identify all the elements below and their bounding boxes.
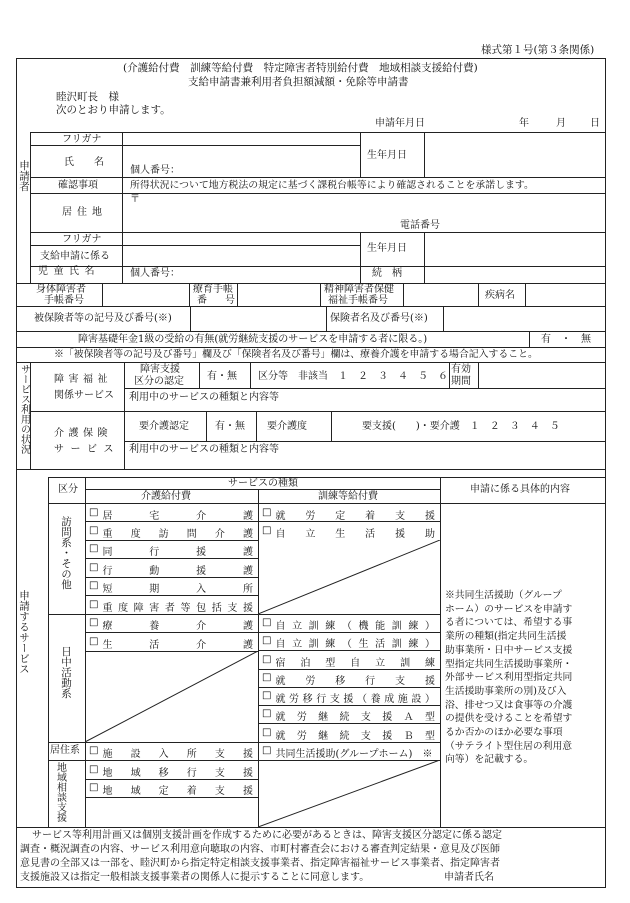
applicant-name-label: 氏 名 <box>64 157 104 168</box>
details-header: 申請に係る具体的内容 <box>470 484 570 495</box>
child-label-line1: 支給申請に係る <box>40 251 110 262</box>
confirm-text: 所得状況について地方税法の規定に基づく課税台帳等により確認されることを承諾します。 <box>130 180 534 191</box>
checkbox-icon[interactable]: □ <box>262 654 272 665</box>
checkbox-icon[interactable]: □ <box>89 599 99 610</box>
checkbox-icon[interactable]: □ <box>89 745 99 756</box>
service-option[interactable] <box>89 617 253 632</box>
service-option[interactable] <box>262 727 435 742</box>
applicant-section-label: 申請者 <box>18 160 31 192</box>
ltc-label-2: サービス <box>54 444 120 455</box>
service-label: 自 立 訓 練 （ 生 活 訓 練 ） <box>275 639 435 650</box>
welfare-services-label-2: 関係サービス <box>54 390 114 401</box>
checkbox-icon[interactable]: □ <box>89 580 99 591</box>
checkbox-icon[interactable]: □ <box>89 562 99 573</box>
service-label: 就 労 継 続 支 援 Ｂ 型 <box>275 731 435 742</box>
service-option[interactable] <box>262 617 435 632</box>
group-home-note-line: 外部サービス利用型指定共同 <box>445 672 573 684</box>
service-option[interactable] <box>89 599 253 614</box>
service-label: 就 労 継 続 支 援 Ａ 型 <box>275 712 435 723</box>
care-cert-label: 要介護認定 <box>139 421 189 432</box>
support-class-options[interactable]: 区分等 非該当 １ ２ ３ ４ ５ ６ <box>258 371 448 382</box>
group-home-note-line: （サテライト型住居の利用意 <box>445 740 573 752</box>
checkbox-icon[interactable]: □ <box>262 672 272 683</box>
service-option[interactable] <box>89 745 253 760</box>
group-home-note-line: る者については、希望する事 <box>445 617 573 629</box>
service-option[interactable] <box>262 708 435 723</box>
service-label: 同 行 援 護 <box>102 547 253 558</box>
service-label: 居 宅 介 護 <box>102 511 253 522</box>
relation-label: 続 柄 <box>372 268 402 279</box>
date-month-label: 月 <box>556 118 566 129</box>
checkbox-icon[interactable]: □ <box>262 507 272 518</box>
insured-number-label: 被保険者等の記号及び番号(※) <box>34 313 172 324</box>
service-label: 就 労 定 着 支 援 <box>275 511 435 522</box>
service-label: 自 立 訓 練 （ 機 能 訓 練 ） <box>275 621 435 632</box>
service-label: 就 労 移 行 支 援 （ 養 成 施 設 ） <box>275 694 435 705</box>
service-option[interactable] <box>89 764 253 779</box>
service-option[interactable] <box>262 635 435 650</box>
service-label: 施 設 入 所 支 援 <box>102 749 253 760</box>
group-home-note-line: 助事業所・日中サービス支援 <box>445 644 573 656</box>
service-usage-section-label: サービス利用の状況 <box>18 364 30 454</box>
disease-label: 疾病名 <box>485 290 515 301</box>
service-option[interactable] <box>262 745 435 760</box>
signature-label: 申請者氏名 <box>444 872 494 883</box>
mental-notebook-label-1: 精神障害者保健 <box>324 284 394 295</box>
service-label: 地 域 移 行 支 援 <box>102 768 253 779</box>
service-label: 生 活 介 護 <box>102 640 253 651</box>
service-option[interactable] <box>262 525 435 540</box>
category-residence: 居住系 <box>50 745 80 756</box>
training-benefits-header: 訓練等給付費 <box>318 491 378 502</box>
mental-notebook-label-2: 福祉手帳番号 <box>328 295 388 306</box>
service-option[interactable] <box>89 782 253 797</box>
service-label: 短 期 入 所 <box>102 584 253 595</box>
group-home-note-line: ※共同生活援助（グループ <box>445 590 562 601</box>
checkbox-icon[interactable]: □ <box>262 635 272 646</box>
insurance-note: ※「被保険者等の記号及び番号」欄及び「保険者名及び番号」欄は、療養介護を申請する場合記入すること。 <box>54 349 538 360</box>
service-option[interactable] <box>262 672 435 687</box>
consent-line-3: 意見書の全部又は一部を、睦沢町から指定特定相談支援事業者、指定障害福祉サービス事業者、指定障害者 <box>20 858 500 869</box>
confirm-label: 確認事項 <box>58 180 98 191</box>
care-grade-options[interactable]: 要支援( )・要介護 １ ２ ３ ４ ５ <box>362 421 560 432</box>
category-header: 区分 <box>58 484 78 495</box>
address-label: 居住地 <box>62 207 107 218</box>
checkbox-icon[interactable]: □ <box>89 617 99 628</box>
service-option[interactable] <box>89 543 253 558</box>
category-day: 日中活動系 <box>60 646 73 699</box>
group-home-note-line: 向等）を記載する。 <box>445 754 534 766</box>
consent-line-4: 支援施設又は指定一般相談支援事業者の関係人に提示することに同意します。 <box>20 872 370 883</box>
child-birthdate-label: 生年月日 <box>367 243 407 254</box>
service-label: 療 養 介 護 <box>102 621 253 632</box>
checkbox-icon[interactable]: □ <box>89 636 99 647</box>
checkbox-icon[interactable]: □ <box>89 764 99 775</box>
addressee: 睦沢町長 様 <box>56 91 119 103</box>
service-option[interactable] <box>262 507 435 522</box>
care-level-label: 要介護度 <box>267 421 307 432</box>
checkbox-icon[interactable]: □ <box>262 690 272 701</box>
service-label: 重 度 訪 問 介 護 <box>102 529 253 540</box>
service-label: 共同生活援助(グループホーム) ※ <box>275 749 433 760</box>
insurer-label: 保険者名及び番号(※) <box>330 313 428 324</box>
child-furigana-label: フリガナ <box>62 234 102 245</box>
empty-cell-slash <box>258 540 440 614</box>
care-benefits-header: 介護給付費 <box>141 491 191 502</box>
postal-mark: 〒 <box>130 194 140 205</box>
service-label: 就 労 移 行 支 援 <box>275 676 435 687</box>
physical-notebook-label-2: 手帳番号 <box>44 295 84 306</box>
empty-cell-slash <box>258 760 440 827</box>
group-home-note-line: 生活援助事業所の別)及び入 <box>445 685 567 697</box>
intro-text: 次のとおり申請します。 <box>56 104 171 116</box>
support-cert-label-1: 障害支援 <box>140 364 180 375</box>
support-cert-yes-no[interactable]: 有・無 <box>207 371 237 382</box>
applicant-birthdate-label: 生年月日 <box>367 150 407 161</box>
service-label: 行 動 援 護 <box>102 566 253 577</box>
service-option[interactable] <box>89 507 253 522</box>
service-label: 自 立 生 活 援 助 <box>275 529 435 540</box>
date-year-label: 年 <box>519 118 529 129</box>
applicant-personal-number-label: 個人番号： <box>130 165 180 176</box>
group-home-note-line: ホーム）のサービスを申請す <box>445 603 573 615</box>
service-label: 地 域 定 着 支 援 <box>102 786 253 797</box>
checkbox-icon[interactable]: □ <box>262 708 272 719</box>
welfare-services-label-1: 障害福祉 <box>54 374 112 385</box>
validity-label-2: 期間 <box>451 376 471 387</box>
checkbox-icon[interactable]: □ <box>89 543 99 554</box>
checkbox-icon[interactable]: □ <box>89 507 99 518</box>
rehab-notebook-label-2: 番 号 <box>197 295 239 306</box>
category-visit: 訪問系・その他 <box>60 516 73 590</box>
service-option[interactable] <box>262 654 435 669</box>
group-home-note-line: 浴、排せつ又は食事等の介護 <box>445 699 573 711</box>
form-number: 様式第１号(第３条関係) <box>481 44 595 56</box>
validity-label-1: 有効 <box>451 364 471 375</box>
service-option[interactable] <box>89 525 253 540</box>
application-date-label: 申請年月日 <box>375 118 425 129</box>
welfare-in-use-label: 利用中のサービスの種類と内容等 <box>129 392 279 403</box>
care-cert-yes-no[interactable]: 有・無 <box>215 421 245 432</box>
checkbox-icon[interactable]: □ <box>262 727 272 738</box>
rehab-notebook-label-1: 療育手帳 <box>193 284 233 295</box>
service-option[interactable] <box>89 580 253 595</box>
service-option[interactable] <box>262 690 435 705</box>
date-day-label: 日 <box>590 118 600 129</box>
phone-label: 電話番号 <box>400 220 440 231</box>
physical-notebook-label-1: 身体障害者 <box>36 284 86 295</box>
service-label: 宿 泊 型 自 立 訓 練 <box>275 658 435 669</box>
child-label-line2: 児童氏名 <box>38 266 100 277</box>
requested-services-section-label: 申請するサービス <box>18 590 31 674</box>
service-option[interactable] <box>89 636 253 651</box>
empty-cell-slash <box>85 651 258 742</box>
checkbox-icon[interactable]: □ <box>89 525 99 536</box>
heading-benefit-types: (介護給付費 訓練等給付費 特定障害者特別給付費 地域相談支援給付費) <box>123 62 478 74</box>
group-home-note-line: 業所の種類(指定共同生活援 <box>445 631 567 643</box>
page-title: 支給申請書兼利用者負担額減額・免除等申請書 <box>188 76 409 88</box>
service-label: 重 度 障 害 者 等 包 括 支 援 <box>102 603 253 614</box>
checkbox-icon[interactable]: □ <box>262 617 272 628</box>
ltc-label-1: 介護保険 <box>54 428 112 439</box>
service-types-header: サービスの種類 <box>228 478 298 489</box>
consent-line-1: サービス等利用計画又は個別支援計画を作成するために必要があるときは、障害支援区分認定に係る認定 <box>32 830 502 841</box>
group-home-note-line: るか否かのほか必要な事項 <box>445 727 563 738</box>
group-home-note-line: の提供を受けることを希望す <box>445 713 573 725</box>
pension-question: 障害基礎年金1級の受給の有無(就労継続支援のサービスを申請する者に限る。) <box>78 334 428 345</box>
category-community: 地域相談支援 <box>54 762 66 822</box>
ltc-in-use-label: 利用中のサービスの種類と内容等 <box>129 444 279 455</box>
service-option[interactable] <box>89 562 253 577</box>
consent-line-2: 調査・概況調査の内容、サービス利用意向聴取の内容、市町村審査会における審査判定結果・意見及び医師 <box>20 844 500 855</box>
group-home-note-line: 型指定共同生活援助事業所・ <box>445 658 573 670</box>
applicant-furigana-label: フリガナ <box>62 134 102 145</box>
checkbox-icon[interactable]: □ <box>262 745 272 756</box>
pension-options[interactable]: 有 ・ 無 <box>541 334 591 345</box>
child-personal-number-label: 個人番号： <box>130 268 180 279</box>
checkbox-icon[interactable]: □ <box>89 782 99 793</box>
checkbox-icon[interactable]: □ <box>262 525 272 536</box>
support-cert-label-2: 区分の認定 <box>134 376 184 387</box>
